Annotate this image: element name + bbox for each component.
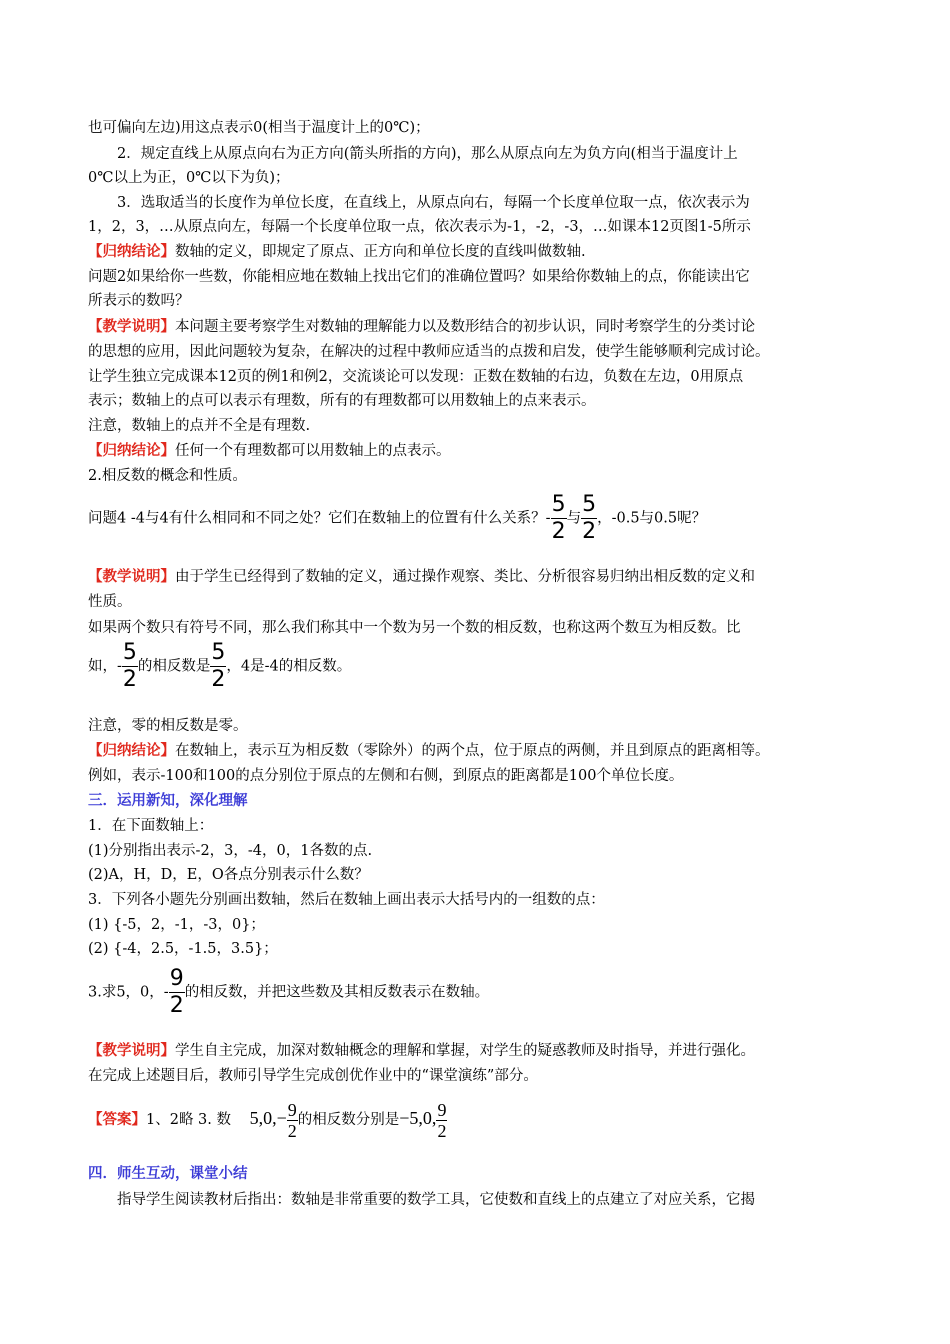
fraction-five-halves bbox=[581, 492, 597, 545]
text-span: ，4是-4的相反数。 bbox=[226, 658, 352, 675]
fraction-nine-halves bbox=[169, 966, 185, 1019]
fraction-denominator: 2 bbox=[169, 993, 184, 1018]
text-span: 本问题主要考察学生对数轴的理解能力以及数形结合的初步认识，同时考察学生的分类讨论 bbox=[175, 319, 755, 335]
text-line: 2．规定直线上从原点向右为正方向(箭头所指的方向)，那么从原点向左为负方向(相当于温度计上 bbox=[117, 146, 738, 162]
text-line: 指导学生阅读教材后指出：数轴是非常重要的数学工具，它使数和直线上的点建立了对应关系，它揭 bbox=[117, 1192, 755, 1208]
text-span: 数轴的定义，即规定了原点、正方向和单位长度的直线叫做数轴. bbox=[175, 244, 586, 260]
question-4-line bbox=[88, 492, 706, 545]
text-line: 如果两个数只有符号不同，那么我们称其中一个数为另一个数的相反数，也称这两个数互为相反数。比 bbox=[88, 620, 741, 636]
fraction-numerator: 9 bbox=[169, 966, 184, 991]
section-heading-3: 三．运用新知，深化理解 bbox=[88, 792, 248, 809]
text-line: 的思想的应用，因此问题较为复杂，在解决的过程中教师应适当的点拨和启发，使学生能够顺利完成讨论。 bbox=[88, 344, 770, 360]
teaching-note-tag: 【教学说明】 bbox=[88, 318, 175, 335]
text-span: 任何一个有理数都可以用数轴上的点表示。 bbox=[175, 443, 451, 459]
text-span: 1、2略 3. 数 bbox=[146, 1112, 232, 1128]
text-line: (2)A，H，D，E，O各点分别表示什么数？ bbox=[88, 867, 369, 883]
text-line: 性质。 bbox=[88, 594, 132, 610]
fraction-numerator: 9 bbox=[287, 1099, 297, 1120]
fraction-denominator: 2 bbox=[287, 1120, 297, 1141]
text-line: 例如，表示-100和100的点分别位于原点的左侧和右侧，到原点的距离都是100个单位长度。 bbox=[88, 768, 684, 784]
fraction-numerator: 5 bbox=[122, 640, 137, 665]
text-line: 所表示的数吗？ bbox=[88, 293, 190, 309]
text-span: 3.求5，0，- bbox=[88, 984, 169, 1001]
fraction-denominator: 2 bbox=[211, 667, 226, 692]
fraction-numerator: 9 bbox=[437, 1099, 447, 1120]
fraction-denominator: 2 bbox=[437, 1120, 447, 1141]
teaching-note-line bbox=[88, 1040, 755, 1062]
text-line: (2) {-4，2.5，-1.5，3.5}； bbox=[88, 941, 278, 957]
section-heading-4: 四．师生互动，课堂小结 bbox=[88, 1165, 248, 1182]
teaching-note-tag: 【教学说明】 bbox=[88, 568, 175, 585]
text-span: 的相反数是 bbox=[137, 658, 211, 675]
fraction-denominator: 2 bbox=[122, 667, 137, 692]
text-line: (1) {-5，2，-1，-3，0}； bbox=[88, 917, 265, 933]
text-span: 由于学生已经得到了数轴的定义，通过操作观察、类比、分析很容易归纳出相反数的定义和 bbox=[175, 569, 755, 585]
text-span: 在数轴上，表示互为相反数（零除外）的两个点，位于原点的两侧，并且到原点的距离相等。 bbox=[175, 743, 770, 759]
text-line: 1．在下面数轴上： bbox=[88, 818, 214, 834]
text-line: 1，2，3，…从原点向左，每隔一个长度单位取一点，依次表示为-1，-2，-3，…如课本12页图1-5所示 bbox=[88, 219, 751, 235]
text-line: 3．选取适当的长度作为单位长度，在直线上，从原点向右，每隔一个长度单位取一点，依次表示为 bbox=[117, 195, 750, 211]
text-span: 与 bbox=[566, 510, 582, 527]
fraction-five-halves bbox=[210, 640, 226, 693]
example-line bbox=[88, 640, 351, 693]
text-span: 的相反数，并把这些数及其相反数表示在数轴。 bbox=[184, 984, 490, 1001]
fraction-five-halves bbox=[551, 492, 567, 545]
fraction-denominator: 2 bbox=[551, 519, 566, 544]
text-line: 注意，零的相反数是零。 bbox=[88, 718, 248, 734]
text-line: 问题2如果给你一些数，你能相应地在数轴上找出它们的准确位置吗？如果给你数轴上的点，你能读出它 bbox=[88, 269, 750, 285]
text-span: ，-0.5与0.5呢？ bbox=[597, 510, 707, 527]
teaching-note-tag: 【教学说明】 bbox=[88, 1042, 175, 1059]
teaching-note-line bbox=[88, 566, 755, 588]
answer-tag: 【答案】 bbox=[88, 1111, 146, 1128]
conclusion-tag: 【归纳结论】 bbox=[88, 243, 175, 260]
math-expression: −5,0, bbox=[399, 1108, 437, 1128]
text-line: 3．下列各小题先分别画出数轴，然后在数轴上画出表示大括号内的一组数的点： bbox=[88, 892, 605, 908]
text-span: 如，- bbox=[88, 658, 122, 675]
fraction-numerator: 5 bbox=[582, 492, 597, 517]
text-line: 0℃以上为正，0℃以下为负)； bbox=[88, 170, 290, 186]
text-line: 也可偏向左边)用这点表示0(相当于温度计上的0℃)； bbox=[88, 120, 430, 136]
text-line: 注意，数轴上的点并不全是有理数. bbox=[88, 418, 311, 434]
fraction-nine-halves bbox=[287, 1100, 298, 1141]
math-expression: 5,0,− bbox=[249, 1108, 287, 1128]
text-span: 问题4 -4与4有什么相同和不同之处？它们在数轴上的位置有什么关系？- bbox=[88, 510, 551, 527]
text-line: (1)分别指出表示-2，3，-4，0，1各数的点. bbox=[88, 843, 373, 859]
text-line: 2.相反数的概念和性质。 bbox=[88, 468, 247, 484]
text-line: 在完成上述题目后，教师引导学生完成创优作业中的“课堂演练”部分。 bbox=[88, 1068, 538, 1084]
text-line: 让学生独立完成课本12页的例1和例2，交流谈论可以发现：正数在数轴的右边，负数在左边，0用原点 bbox=[88, 369, 744, 385]
fraction-numerator: 5 bbox=[551, 492, 566, 517]
text-span: 的相反数分别是 bbox=[297, 1112, 400, 1128]
text-line: 表示；数轴上的点可以表示有理数，所有的有理数都可以用数轴上的点来表示。 bbox=[88, 393, 596, 409]
answer-line bbox=[88, 1092, 447, 1146]
conclusion-line bbox=[88, 740, 770, 762]
fraction-five-halves bbox=[122, 640, 138, 693]
conclusion-line bbox=[88, 440, 451, 462]
conclusion-tag: 【归纳结论】 bbox=[88, 442, 175, 459]
exercise-3-line bbox=[88, 966, 489, 1019]
fraction-denominator: 2 bbox=[582, 519, 597, 544]
fraction-numerator: 5 bbox=[211, 640, 226, 665]
conclusion-line bbox=[88, 241, 586, 263]
teaching-note-line bbox=[88, 316, 755, 338]
conclusion-tag: 【归纳结论】 bbox=[88, 742, 175, 759]
text-span: 学生自主完成，加深对数轴概念的理解和掌握，对学生的疑惑教师及时指导，并进行强化。 bbox=[175, 1043, 755, 1059]
fraction-nine-halves bbox=[436, 1100, 447, 1141]
